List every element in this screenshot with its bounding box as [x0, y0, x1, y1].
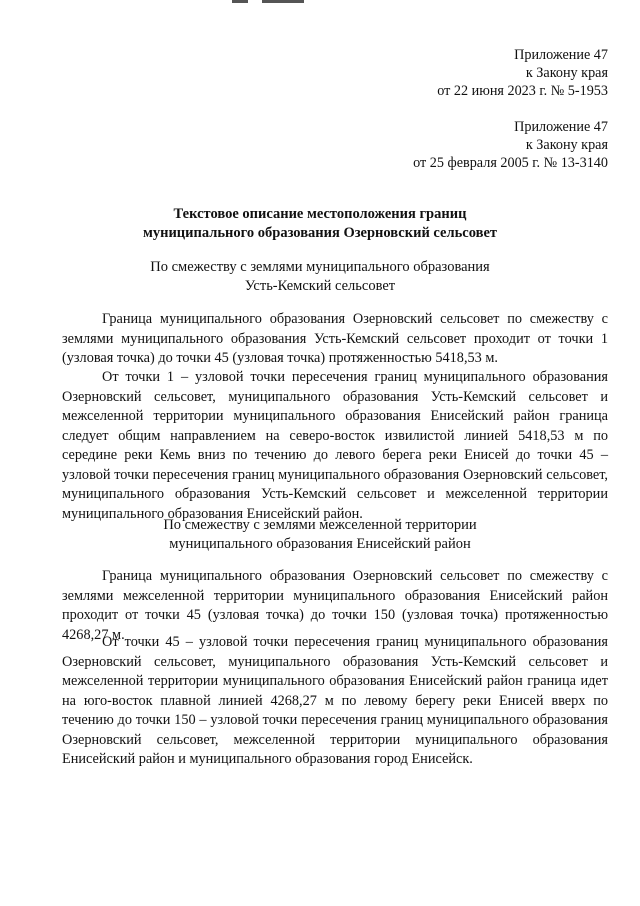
appendix-number: Приложение 47 [514, 47, 608, 63]
document-title [0, 205, 640, 243]
section-heading-line: По смежеству с землями муниципального образования [150, 259, 490, 275]
section-paragraph: Граница муниципального образования Озерновский сельсовет по смежеству с землями муниципального образования Усть-Кемский сельсовет проходит от точки 1 (узловая точка) до точки 45 (узловая точка) протяженностью 5418,53 м. [62, 311, 608, 366]
section-paragraph: От точки 1 – узловой точки пересечения границ муниципального образования Озерновский сельсовет, муниципального образования Усть-Кемский сельсовет и межселенной территории муниципального образования Енисейский район граница следует общим направлением на северо-восток извилистой линией 5418,53 м по середине реки Кемь вниз по течению до левого берега реки Енисей до точки 45 – узловой точки пересечения границ муниципального образования Озерновский сельсовет, муниципального образования Усть-Кемский сельсовет и межселенной территории муниципального образования Енисейский район. [62, 369, 608, 522]
appendix-number: Приложение 47 [514, 119, 608, 135]
title-line: Текстовое описание местоположения границ [173, 206, 467, 222]
section-heading-line: Усть-Кемский сельсовет [244, 278, 396, 294]
scan-mark [262, 0, 304, 3]
section-paragraph: Граница муниципального образования Озерновский сельсовет по смежеству с землями межселенной территории муниципального образования Енисейский район проходит от точки 45 (узловая точка) до точки 150 (узловая точка) протяженностью 4268,27 м. [62, 568, 608, 643]
section-heading-line: По смежеству с землями межселенной территории [163, 517, 477, 533]
section-paragraph: От точки 45 – узловой точки пересечения границ муниципального образования Озерновский сельсовет, муниципального образования Усть-Кемский сельсовет и межселенной территории муниципального образования Енисейский район граница идет на юго-восток плавной линией 4268,27 м по левому берегу реки Енисей вверх по течению до точки 150 – узловой точки пересечения границ муниципального образования Озерновский сельсовет, межселенной территории муниципального образования Енисейский район и муниципального образования город Енисейск. [62, 634, 608, 767]
appendix-law-date: от 25 февраля 2005 г. № 13-3140 [413, 155, 608, 171]
scan-mark [232, 0, 248, 3]
appendix-stamp-original [413, 118, 608, 172]
section-heading-yeniseysky [0, 516, 640, 554]
appendix-law-date: от 22 июня 2023 г. № 5-1953 [437, 83, 608, 99]
section-heading-ust-kemsky [0, 258, 640, 296]
appendix-stamp-current [437, 46, 608, 100]
section-heading-line: муниципального образования Енисейский район [169, 536, 471, 552]
title-line: муниципального образования Озерновский сельсовет [142, 225, 498, 241]
appendix-law-ref: к Закону края [525, 137, 608, 153]
appendix-law-ref: к Закону края [525, 65, 608, 81]
